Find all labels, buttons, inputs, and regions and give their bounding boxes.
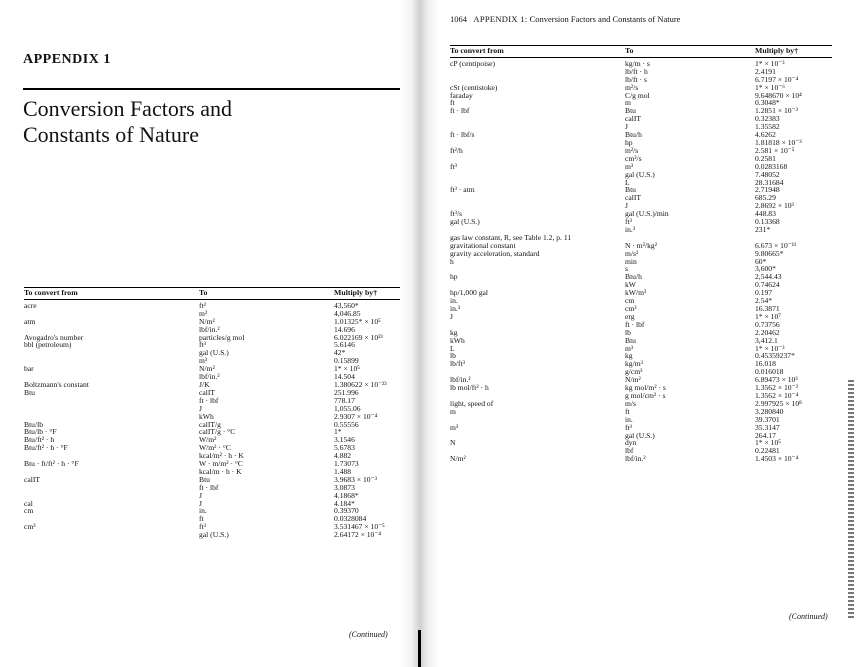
from-unit-cell: calIT [24,474,41,484]
factor-cell: 2.71948 [755,185,780,195]
to-unit-cell: calIT/g · °C [199,427,236,437]
factor-cell: 0.2581 [755,153,776,163]
to-unit-cell: calIT [625,193,642,203]
factor-cell: 9.648670 × 10⁴ [755,90,802,100]
column-header: Multiply by† [755,46,832,58]
factor-cell: 43,560* [334,300,359,310]
factor-cell: 6.022169 × 10²³ [334,332,383,342]
from-unit-cell: Btu/lb [24,419,43,429]
appendix-label: APPENDIX 1 [23,52,111,67]
factor-cell: 685.29 [755,193,776,203]
from-unit-cell: atm [24,316,36,326]
gutter-mark [418,630,421,667]
from-unit-cell [24,492,199,500]
factor-cell: 448.83 [755,209,776,219]
to-unit-cell: g/cm³ [625,367,643,377]
to-unit-cell: Btu/h [625,272,642,282]
to-unit-cell: min [625,256,637,266]
factor-cell: 3,412.1 [755,335,778,345]
to-unit-cell: N/m² [625,375,641,385]
from-unit-cell: kWh [450,335,465,345]
to-unit-cell: kWh [199,411,214,421]
from-unit-cell: m³ [450,422,459,432]
factor-cell: 778.17 [334,395,355,405]
factor-cell: 39.3701 [755,414,780,424]
from-unit-cell [450,447,625,455]
from-unit-cell: ft³ · atm [450,185,475,195]
left-page [0,0,420,667]
from-unit-cell [24,468,199,476]
column-header: To [625,46,755,58]
factor-cell: 3.9683 × 10⁻³ [334,474,377,484]
to-unit-cell: J [199,490,202,500]
column-header: To [199,288,334,300]
factor-cell: 1.2851 × 10⁻³ [755,106,798,116]
from-unit-cell: ft · lbf [450,106,470,116]
from-unit-cell: ft³ [450,161,457,171]
from-unit-cell [450,416,625,424]
to-unit-cell: J/K [199,379,210,389]
to-unit-cell: J [625,201,628,211]
to-unit-cell: gal (U.S.) [199,530,229,540]
from-unit-cell: hp/1,000 gal [450,288,488,298]
to-unit-cell: lb/ft · h [625,66,648,76]
to-unit-cell: Btu [625,106,636,116]
factor-cell: 2.64172 × 10⁻⁴ [334,530,382,540]
to-unit-cell: W · m/m² · °C [199,459,243,469]
to-unit-cell: Btu [625,335,636,345]
factor-cell: 2.20462 [755,327,780,337]
from-unit-cell: cm³ [24,522,36,532]
from-unit-cell [450,432,625,440]
factor-cell: 1.4503 × 10⁻⁴ [755,454,799,464]
from-unit-cell: Btu/ft² · h [24,435,55,445]
to-unit-cell: ft³ [199,522,206,532]
to-unit-cell: m/s² [625,248,639,258]
to-unit-cell: m³ [625,343,634,353]
factor-cell: 14.504 [334,372,355,382]
to-unit-cell: kg mol/m² · s [625,383,666,393]
from-unit-cell: J [450,311,453,321]
from-unit-cell [450,115,625,123]
factor-cell: 4.6262 [755,130,776,140]
factor-cell: 251.996 [334,387,359,397]
factor-cell: 0.0328084 [334,514,367,524]
to-unit-cell: m [625,98,631,108]
factor-cell: 0.0283168 [755,161,788,171]
factor-cell: 1* × 10⁻⁶ [755,82,785,92]
to-unit-cell: lbf/in.² [199,372,220,382]
factor-cell: 231* [755,224,771,234]
factor-cell: 0.13368 [755,217,780,227]
factor-cell: 4.882 [334,451,352,461]
factor-cell: 1.35582 [755,122,780,132]
from-unit-cell [450,68,625,76]
to-unit-cell: ft² [199,300,206,310]
factor-cell: 1* × 10⁻³ [755,343,785,353]
to-unit-cell: J [199,498,202,508]
from-unit-cell: ft · lbf/s [450,130,475,140]
factor-cell: 1.01325* × 10⁵ [334,316,381,326]
from-unit-cell: faraday [450,90,473,100]
to-unit-cell: cm²/s [625,153,642,163]
to-unit-cell: lb [625,327,631,337]
factor-cell: 1.488 [334,466,352,476]
from-unit-cell [24,484,199,492]
factor-cell: 2.54* [755,296,773,306]
from-unit-cell: in.³ [450,304,461,313]
to-unit-cell: Btu [625,185,636,195]
to-unit-cell: Btu/h [625,130,642,140]
to-unit-cell: ft · lbf [625,319,645,329]
from-unit-cell: in. [450,296,458,306]
factor-cell: 60* [755,256,767,266]
from-unit-cell: m [450,406,456,416]
to-unit-cell: kW [625,280,636,290]
to-unit-cell: gal (U.S.) [625,430,655,440]
from-unit-cell [24,515,199,523]
factor-cell: 9.80665* [755,248,784,258]
factor-cell: 1.380622 × 10⁻²³ [334,379,387,389]
factor-cell: 3.1546 [334,435,355,445]
to-unit-cell: J [199,403,202,413]
to-unit-cell: kg/m · s [625,58,650,68]
factor-cell: 1.3562 × 10⁻³ [755,383,798,393]
to-unit-cell: kg/m³ [625,359,643,369]
factor-cell: 16.018 [755,359,776,369]
table-row [24,531,402,539]
factor-cell: 0.15899 [334,356,359,366]
factor-cell: 0.016018 [755,367,784,377]
to-unit-cell: W/m² [199,435,217,445]
factor-cell: 5.6783 [334,443,355,453]
factor-cell: 1.3562 × 10⁻⁴ [755,390,799,400]
to-unit-cell: ft · lbf [199,482,219,492]
from-unit-cell [24,349,199,357]
from-unit-cell [450,171,625,179]
from-unit-cell [450,321,625,329]
from-unit-cell: lb [450,351,456,361]
from-unit-cell: h [450,256,454,266]
table-row [450,218,832,226]
factor-cell: 2.997925 × 10⁸ [755,398,802,408]
chapter-title-line-1: Conversion Factors and [23,96,232,121]
to-unit-cell: N · m²/kg² [625,240,657,250]
from-unit-cell [450,179,625,187]
to-unit-cell: hp [625,137,633,147]
factor-cell: 5.6146 [334,340,355,350]
to-unit-cell: J [625,122,628,132]
from-unit-cell [450,265,625,273]
to-unit-cell: cm³ [625,304,637,313]
conversion-table-right [450,45,832,463]
to-unit-cell: in. [625,414,633,424]
factor-cell: 1* [334,427,342,437]
from-unit-cell [24,531,199,539]
to-unit-cell: m/s [625,398,636,408]
from-unit-cell: gravitational constant [450,240,516,250]
from-unit-cell: ft [450,98,455,108]
to-unit-cell: lbf/in.² [199,324,220,334]
column-header: To convert from [24,288,199,300]
factor-cell: 1,055.06 [334,403,361,413]
from-unit-cell: Btu · ft/ft² · h · °F [24,459,79,469]
factor-cell: 264.17 [755,430,776,440]
to-unit-cell: lb/ft · s [625,74,647,84]
table-row [450,250,832,258]
page-edge-shadow [848,380,854,620]
column-header: To convert from [450,46,625,58]
from-unit-cell [24,310,199,318]
factor-cell: 35.3147 [755,422,780,432]
from-unit-cell: Boltzmann's constant [24,379,89,389]
from-unit-cell: ft²/h [450,145,463,155]
from-unit-cell: Avogadro's number [24,332,84,342]
factor-cell: 0.74624 [755,280,780,290]
factor-cell: 42* [334,348,346,358]
from-unit-cell: Btu [24,387,35,397]
from-unit-cell: light, speed of [450,398,494,408]
from-unit-cell: Btu/ft² · h · °F [24,443,68,453]
from-unit-cell: cP (centipoise) [450,58,496,68]
factor-cell: 6.89473 × 10³ [755,375,798,385]
factor-cell: 3,600* [755,264,776,274]
factor-cell: 2.8692 × 10³ [755,201,794,211]
to-unit-cell: ft [625,406,630,416]
conversion-table-left [24,287,402,539]
factor-cell: 2.581 × 10⁻⁵ [755,145,795,155]
to-unit-cell: m³ [625,161,634,171]
to-unit-cell: ft³ [199,340,206,350]
from-unit-cell [24,413,199,421]
table-header-row [450,46,832,58]
from-unit-cell [24,405,199,413]
factor-cell: 3.531467 × 10⁻⁵ [334,522,385,532]
to-unit-cell: calIT [199,387,216,397]
factor-cell: 2.9307 × 10⁻⁴ [334,411,378,421]
factor-cell: 0.39370 [334,506,359,516]
factor-cell: 2.4191 [755,66,776,76]
to-unit-cell: kg [625,351,633,361]
factor-cell: 6.7197 × 10⁻⁴ [755,74,799,84]
running-head-title: Conversion Factors and Constants of Nature [529,14,681,24]
column-header: Multiply by† [334,288,402,300]
from-unit-cell: cSt (centistoke) [450,82,498,92]
from-unit-cell [450,123,625,131]
to-unit-cell: erg [625,311,635,321]
from-unit-cell: lb mol/ft² · h [450,383,489,393]
from-unit-cell [450,155,625,163]
from-unit-cell: N [450,438,456,448]
factor-cell: 3.0873 [334,482,355,492]
from-unit-cell [24,357,199,365]
from-unit-cell [450,139,625,147]
to-unit-cell: lbf/in.² [625,454,646,464]
factor-cell: 4.184* [334,498,355,508]
title-rule [23,88,403,90]
factor-cell: 0.45359237* [755,351,795,361]
to-unit-cell: N/m² [199,364,215,374]
factor-cell: 0.3048* [755,98,780,108]
chapter-title [23,96,403,148]
from-unit-cell [24,397,199,405]
factor-cell: 1.81818 × 10⁻³ [755,137,802,147]
factor-cell: 0.22481 [755,446,780,456]
to-unit-cell: gal (U.S.) [199,348,229,358]
to-unit-cell: calIT [625,114,642,124]
from-unit-cell: cal [24,498,33,508]
to-unit-cell: ft · lbf [199,395,219,405]
from-unit-cell [450,368,625,376]
to-unit-cell: in.³ [625,224,636,234]
from-unit-cell: cm [24,506,34,516]
from-unit-cell: lbf/in.² [450,375,471,385]
table-row [450,455,832,463]
from-unit-cell: gas law constant, R, see Table 1.2, p. 11 [450,232,572,242]
to-unit-cell: cm [625,296,635,306]
to-unit-cell: kcal/m² · h · K [199,451,244,461]
from-unit-cell [450,194,625,202]
factor-cell: 0.55556 [334,419,359,429]
from-unit-cell: lb/ft³ [450,359,465,369]
running-head-appendix: APPENDIX 1: [473,14,528,24]
to-unit-cell: kW/m³ [625,288,647,298]
factor-cell: 1* × 10⁵ [755,438,781,448]
to-unit-cell: s [625,264,628,274]
to-unit-cell: kcal/m · h · K [199,466,242,476]
to-unit-cell: lbf [625,446,634,456]
to-unit-cell: C/g mol [625,90,650,100]
to-unit-cell: gal (U.S.) [625,169,655,179]
factor-cell: 16.3871 [755,304,780,313]
factor-cell: 1.73073 [334,459,359,469]
to-unit-cell: L [625,177,630,187]
to-unit-cell: particles/g mol [199,332,245,342]
factor-cell: 3.280840 [755,406,784,416]
to-unit-cell: ft³ [625,422,632,432]
page-number: 1064 [450,14,467,24]
factor-cell: 1* × 10⁻³ [755,58,785,68]
to-unit-cell: in. [199,506,207,516]
table-row [450,289,832,297]
to-unit-cell: ft³ [625,217,632,227]
to-unit-cell: g mol/cm² · s [625,390,666,400]
table-header-row [24,288,402,300]
chapter-title-line-2: Constants of Nature [23,122,199,147]
factor-cell: 4,046.85 [334,308,361,318]
to-unit-cell: ft [199,514,204,524]
factor-cell: 1* × 10⁷ [755,311,781,321]
to-unit-cell: m³ [199,356,208,366]
to-unit-cell: gal (U.S.)/min [625,209,669,219]
from-unit-cell: gal (U.S.) [450,217,480,227]
factor-cell: 14.696 [334,324,355,334]
factor-cell: 28.31684 [755,177,784,187]
factor-cell: 6.673 × 10⁻¹¹ [755,240,797,250]
factor-cell: 4.1868* [334,490,359,500]
to-unit-cell: calIT/g [199,419,221,429]
to-unit-cell: N/m² [199,316,215,326]
factor-cell: 7.48052 [755,169,780,179]
factor-cell: 0.73756 [755,319,780,329]
factor-cell: 2,544.43 [755,272,782,282]
continued-note-left: (Continued) [349,630,388,639]
from-unit-cell: kg [450,327,458,337]
factor-cell: 1* × 10⁵ [334,364,360,374]
from-unit-cell: acre [24,300,37,310]
factor-cell: 0.32383 [755,114,780,124]
from-unit-cell: bar [24,364,34,374]
to-unit-cell: m²/s [625,82,639,92]
from-unit-cell: ft³/s [450,209,462,219]
from-unit-cell: gravity acceleration, standard [450,248,540,258]
to-unit-cell: W/m² · °C [199,443,231,453]
to-unit-cell: dyn [625,438,637,448]
running-head [450,14,680,24]
from-unit-cell: N/m² [450,454,466,464]
to-unit-cell: Btu [199,474,210,484]
from-unit-cell: bbl (petroleum) [24,340,72,350]
from-unit-cell: L [450,343,455,353]
to-unit-cell: m²/s [625,145,639,155]
from-unit-cell: Btu/lb · °F [24,427,57,437]
to-unit-cell: m² [199,308,208,318]
from-unit-cell: hp [450,272,458,282]
continued-note-right: (Continued) [789,612,828,621]
from-unit-cell [450,202,625,210]
factor-cell: 0.197 [755,288,773,298]
